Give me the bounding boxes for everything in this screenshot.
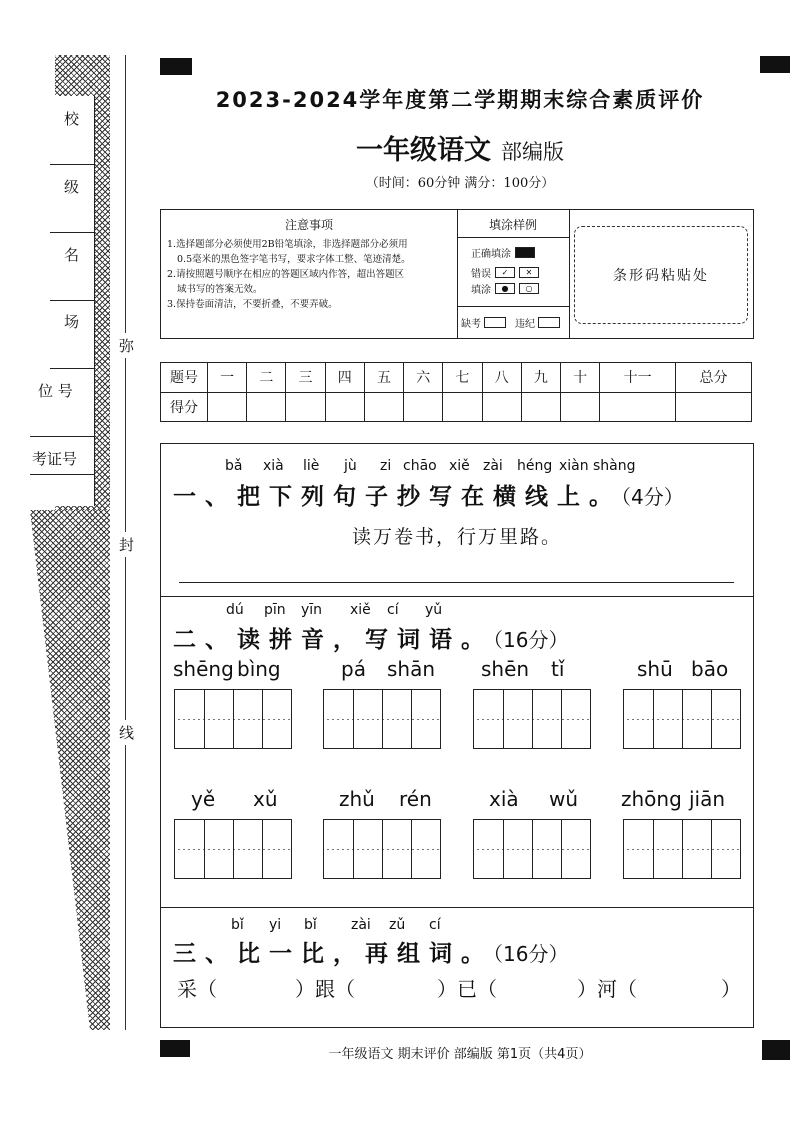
sample-wrong bbox=[471, 264, 569, 280]
seal-char-feng: 封 bbox=[119, 532, 134, 557]
question-title-text: 一、把下列句子抄写在横线上。 bbox=[173, 484, 621, 510]
notice-heading: 注意事项 bbox=[284, 218, 333, 232]
pinyin: héng bbox=[517, 458, 553, 474]
pinyin-word: bāo bbox=[691, 657, 729, 681]
exam-title: 2023-2024学年度第二学期期末综合素质评价 bbox=[215, 88, 705, 112]
compare-item: ）跟（ bbox=[295, 977, 355, 1001]
question-title bbox=[173, 478, 684, 511]
notice-box bbox=[160, 209, 754, 339]
violation-box[interactable] bbox=[538, 317, 560, 328]
score-col: 七 bbox=[443, 363, 482, 393]
score-cell[interactable] bbox=[443, 392, 482, 422]
writing-grid[interactable] bbox=[623, 819, 741, 879]
compare-item: ） bbox=[721, 977, 741, 1001]
score-table-score-row bbox=[161, 392, 752, 422]
score-table bbox=[160, 362, 752, 422]
pinyin: xià bbox=[263, 458, 284, 474]
pinyin: zi bbox=[380, 458, 392, 474]
question-1 bbox=[160, 443, 754, 597]
pinyin: zài bbox=[351, 917, 371, 933]
question-3 bbox=[160, 907, 754, 1028]
field-class: 级 bbox=[64, 178, 80, 196]
binding-hatch-bottom bbox=[30, 510, 110, 1030]
pinyin: zǔ bbox=[389, 917, 406, 933]
writing-grid[interactable] bbox=[623, 689, 741, 749]
pinyin: bǐ bbox=[304, 917, 317, 933]
field-exam-id: 考证号 bbox=[32, 450, 78, 468]
score-cell[interactable] bbox=[482, 392, 521, 422]
compare-item: 采（ bbox=[177, 977, 217, 1001]
score-col: 总分 bbox=[676, 363, 752, 393]
pinyin: dú bbox=[226, 602, 244, 618]
correct-label: 正确填涂 bbox=[471, 248, 511, 260]
score-table-header-row bbox=[161, 363, 752, 393]
page-footer: 一年级语文 期末评价 部编版 第1页（共4页） bbox=[328, 1047, 592, 1062]
registration-mark-top-right bbox=[760, 56, 790, 73]
exam-subtitle bbox=[160, 128, 760, 167]
score-cell[interactable] bbox=[560, 392, 599, 422]
pinyin: bǐ bbox=[231, 917, 244, 933]
field-name: 名 bbox=[64, 246, 80, 264]
writing-grid[interactable] bbox=[473, 689, 591, 749]
notice-instructions bbox=[161, 210, 458, 338]
pinyin-word: rén bbox=[399, 787, 432, 811]
fill-sample-panel bbox=[457, 210, 570, 338]
pinyin: bǎ bbox=[225, 458, 243, 474]
seal-char-mi: 弥 bbox=[119, 333, 134, 358]
question-2 bbox=[160, 595, 754, 908]
registration-mark-top-left bbox=[160, 58, 192, 75]
field-exam-room: 场 bbox=[64, 313, 80, 331]
question-title bbox=[173, 621, 568, 654]
pinyin: shàng bbox=[593, 458, 636, 474]
answer-line[interactable] bbox=[179, 582, 734, 583]
pinyin: liè bbox=[303, 458, 320, 474]
pinyin: yǔ bbox=[425, 602, 443, 618]
pinyin-word: zhōng bbox=[621, 787, 682, 811]
pinyin: pīn bbox=[264, 602, 286, 618]
edition: 部编版 bbox=[501, 140, 564, 164]
registration-mark-bottom-right bbox=[762, 1040, 790, 1060]
pinyin: zài bbox=[483, 458, 503, 474]
writing-grid[interactable] bbox=[323, 819, 441, 879]
compare-item: ）河（ bbox=[577, 977, 637, 1001]
question-points: （16分） bbox=[493, 942, 569, 966]
pinyin: chāo bbox=[403, 458, 437, 474]
score-cell[interactable] bbox=[600, 392, 676, 422]
pinyin-word: wǔ bbox=[549, 787, 579, 811]
field-school: 校 bbox=[64, 110, 80, 128]
notice-item: 域书写的答案无效。 bbox=[177, 284, 263, 295]
score-cell[interactable] bbox=[676, 392, 752, 422]
score-col: 二 bbox=[247, 363, 286, 393]
wrong-label: 错误 bbox=[471, 268, 491, 280]
pinyin-word: shēng bbox=[173, 657, 234, 681]
score-cell[interactable] bbox=[325, 392, 364, 422]
time-info: （时间：60分钟 满分：100分） bbox=[365, 176, 555, 191]
pinyin: xiě bbox=[449, 458, 470, 474]
score-col: 八 bbox=[482, 363, 521, 393]
student-info-box bbox=[30, 96, 95, 506]
pinyin-word: shān bbox=[387, 657, 436, 681]
score-cell[interactable] bbox=[208, 392, 247, 422]
pinyin: yi bbox=[269, 917, 282, 933]
cross-box-icon: ✕ bbox=[519, 267, 539, 278]
score-col: 五 bbox=[364, 363, 403, 393]
pinyin-word: jiān bbox=[689, 787, 726, 811]
pinyin-word: xià bbox=[489, 787, 519, 811]
score-col: 六 bbox=[404, 363, 443, 393]
writing-grid[interactable] bbox=[174, 689, 292, 749]
pinyin-word: zhǔ bbox=[339, 787, 375, 811]
question-points: （4分） bbox=[621, 485, 684, 509]
pinyin-word: pá bbox=[341, 657, 366, 681]
question-title-text: 三、比一比，再组词。 bbox=[173, 941, 493, 967]
score-col: 十 bbox=[560, 363, 599, 393]
pinyin: yīn bbox=[301, 602, 323, 618]
score-col: 四 bbox=[325, 363, 364, 393]
absent-violation-row bbox=[457, 306, 569, 338]
filled-box bbox=[515, 247, 535, 258]
pinyin: xiàn bbox=[559, 458, 589, 474]
pinyin-word: yě bbox=[191, 787, 216, 811]
score-cell[interactable] bbox=[364, 392, 403, 422]
score-cell[interactable] bbox=[521, 392, 560, 422]
score-row-label: 得分 bbox=[161, 392, 208, 422]
sample-heading: 填涂样例 bbox=[457, 216, 569, 238]
seal-char-xian: 线 bbox=[119, 720, 134, 745]
circle-box-icon: ○ bbox=[519, 283, 539, 294]
check-box-icon: ✓ bbox=[495, 267, 515, 278]
score-col: 一 bbox=[208, 363, 247, 393]
notice-item: 2.请按照题号顺序在相应的答题区域内作答，超出答题区 bbox=[167, 269, 405, 280]
score-cell[interactable] bbox=[286, 392, 325, 422]
copy-sentence: 读万卷书，行万里路。 bbox=[351, 526, 562, 548]
pinyin-word: xǔ bbox=[253, 787, 278, 811]
pinyin: jù bbox=[344, 458, 357, 474]
pinyin: cí bbox=[387, 602, 399, 618]
fill-label: 填涂 bbox=[471, 284, 491, 296]
writing-grid[interactable] bbox=[174, 819, 292, 879]
writing-grid[interactable] bbox=[323, 689, 441, 749]
pinyin: cí bbox=[429, 917, 441, 933]
pinyin-word: bìng bbox=[237, 657, 281, 681]
question-title bbox=[173, 935, 568, 968]
score-col: 九 bbox=[521, 363, 560, 393]
notice-item: 1.选择题部分必须使用2B铅笔填涂，非选择题部分必须用 bbox=[167, 239, 408, 250]
absent-box[interactable] bbox=[484, 317, 506, 328]
sample-fill bbox=[471, 280, 569, 296]
pinyin-word: shēn bbox=[481, 657, 530, 681]
score-cell[interactable] bbox=[404, 392, 443, 422]
score-col: 三 bbox=[286, 363, 325, 393]
question-title-text: 二、读拼音，写词语。 bbox=[173, 627, 493, 653]
subject: 一年级语文 bbox=[356, 135, 491, 166]
violation-label: 违纪 bbox=[515, 319, 535, 330]
absent-label: 缺考 bbox=[461, 319, 481, 330]
writing-grid[interactable] bbox=[473, 819, 591, 879]
question-points: （16分） bbox=[493, 628, 569, 652]
notice-item: 0.5毫米的黑色签字笔书写，要求字体工整、笔迹清楚。 bbox=[177, 254, 411, 265]
score-row-label: 题号 bbox=[161, 363, 208, 393]
dot-box-icon: ● bbox=[495, 283, 515, 294]
compare-item: ）已（ bbox=[437, 977, 497, 1001]
pinyin-word: tǐ bbox=[551, 657, 565, 681]
pinyin: xiě bbox=[350, 602, 371, 618]
score-cell[interactable] bbox=[247, 392, 286, 422]
barcode-area: 条形码粘贴处 bbox=[574, 226, 748, 324]
field-seat-number: 位 号 bbox=[38, 382, 73, 400]
pinyin-word: shū bbox=[637, 657, 673, 681]
notice-item: 3.保持卷面清洁，不要折叠，不要弄破。 bbox=[167, 299, 338, 310]
score-col: 十一 bbox=[600, 363, 676, 393]
sample-correct bbox=[471, 244, 569, 260]
